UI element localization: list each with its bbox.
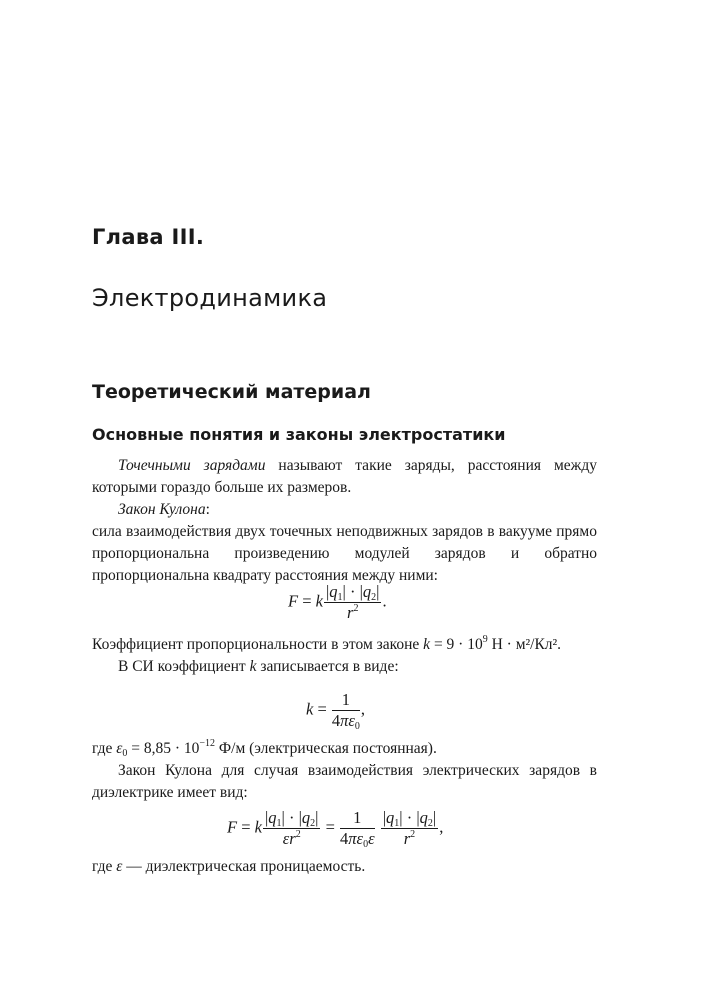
epsilon0-text-post: Ф/м (электрическая постоянная).: [215, 740, 437, 757]
epsilon-text-pre: где: [92, 858, 117, 875]
chapter-label: Глава III.: [92, 225, 205, 249]
si-text-post: записывается в виде:: [256, 658, 399, 675]
section-title: Теоретический материал: [92, 381, 371, 403]
si-text-pre: В СИ коэффициент: [118, 658, 250, 675]
epsilon0-text-pre: где: [92, 740, 117, 757]
paragraph-coulomb-law-statement: сила взаимодействия двух точечных неподвижных зарядов в вакууме прямо пропорциональна произведению модулей зарядов и обратно пропорциональна квадрату расстояния между ними:: [92, 523, 597, 584]
term-coulomb-law: Закон Кулона: [118, 501, 206, 518]
epsilon0-exponent: −12: [199, 738, 216, 749]
paragraph-epsilon: где ε — диэлектрическая проницаемость.: [92, 858, 366, 875]
term-point-charges: Точечными зарядами: [118, 457, 266, 474]
point-charges-definition: называют такие заряды, расстояния между которыми гораздо больше их размеров.: [92, 457, 597, 496]
chapter-title: Электродинамика: [92, 284, 328, 312]
paragraph-point-charges: [92, 455, 597, 499]
colon: :: [205, 501, 210, 518]
paragraph-coulomb-law-heading: [92, 499, 597, 521]
epsilon-text-post: — диэлектрическая проницаемость.: [122, 858, 366, 875]
formula-coulomb-dielectric: F = k $\frac{|q_1| \cdot |q_2|}{\varepsilon r^2}$ = $\frac{1}{4\pi\varepsilon_0\varepsilon}$ $\frac{|q_1| \cdot |q_2|}{r^2}$ ,: [227, 808, 444, 850]
coefficient-units: Н · м²/Кл².: [487, 636, 562, 653]
paragraph-dielectric: Закон Кулона для случая взаимодействия электрических зарядов в диэлектрике имеет вид:: [92, 762, 597, 801]
paragraph-si-form: В СИ коэффициент k записывается в виде:: [118, 658, 399, 675]
paragraph-coefficient: Коэффициент пропорциональности в этом законе $k = 9 \cdot 10^9$ Н · м²/Кл².: [92, 634, 562, 653]
formula-coulomb-vacuum: F = k $\frac{|q_1| \cdot |q_2|}{r^2}$ .: [288, 582, 387, 622]
formula-k-si: k = $\frac{1}{4\pi\varepsilon_0}$ ,: [306, 690, 366, 732]
subsection-title: Основные понятия и законы электростатики: [92, 425, 506, 444]
coefficient-text: Коэффициент пропорциональности в этом законе: [92, 636, 424, 653]
epsilon0-value: = 8,85 · 10: [127, 740, 200, 757]
paragraph-epsilon0: где $\varepsilon_0 = 8,85 \cdot 10^{-12}$ Ф/м (электрическая постоянная).: [92, 738, 437, 759]
